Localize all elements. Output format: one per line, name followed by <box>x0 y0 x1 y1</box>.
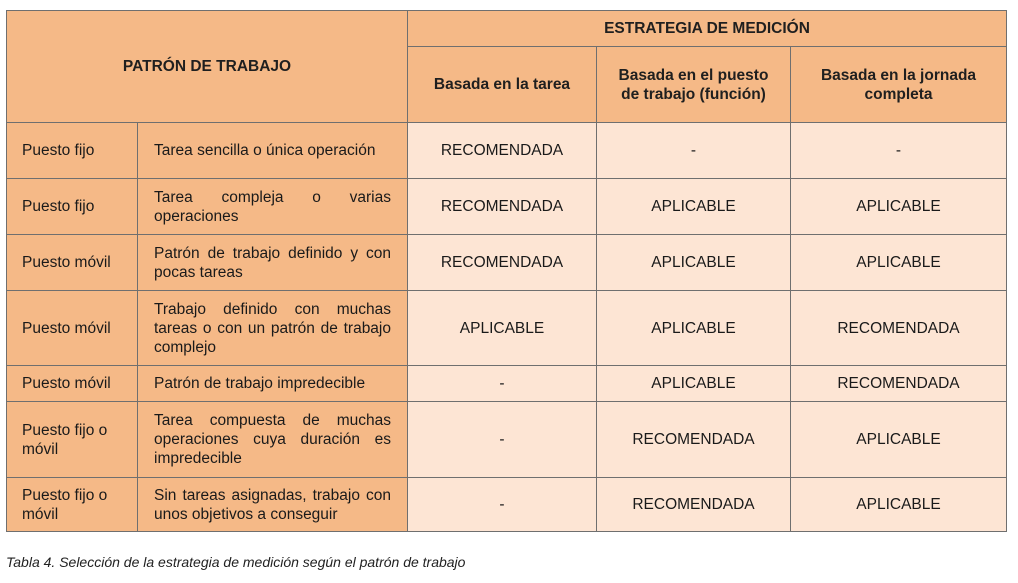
cell-task: - <box>408 366 597 402</box>
row-description: Tarea compuesta de muchas operaciones cuya duración es impredecible <box>138 402 408 478</box>
cell-job: APLICABLE <box>597 366 791 402</box>
table-row <box>7 478 1007 532</box>
table-row <box>7 402 1007 478</box>
row-position: Puesto fijo o móvil <box>7 402 138 478</box>
row-description: Trabajo definido con muchas tareas o con un patrón de trabajo complejo <box>138 291 408 366</box>
row-description: Patrón de trabajo definido y con pocas tareas <box>138 235 408 291</box>
cell-task: - <box>408 478 597 532</box>
header-col-job: Basada en el puesto de trabajo (función) <box>597 47 791 123</box>
row-description: Tarea sencilla o única operación <box>138 123 408 179</box>
cell-fullday: - <box>791 123 1007 179</box>
row-position: Puesto fijo <box>7 179 138 235</box>
row-description: Sin tareas asignadas, trabajo con unos objetivos a conseguir <box>138 478 408 532</box>
header-col-fullday: Basada en la jornada completa <box>791 47 1007 123</box>
cell-fullday: RECOMENDADA <box>791 366 1007 402</box>
table-row <box>7 235 1007 291</box>
table-row <box>7 366 1007 402</box>
cell-task: RECOMENDADA <box>408 123 597 179</box>
cell-fullday: RECOMENDADA <box>791 291 1007 366</box>
cell-job: APLICABLE <box>597 235 791 291</box>
row-position: Puesto móvil <box>7 235 138 291</box>
row-position: Puesto fijo o móvil <box>7 478 138 532</box>
cell-job: RECOMENDADA <box>597 478 791 532</box>
cell-fullday: APLICABLE <box>791 478 1007 532</box>
cell-task: APLICABLE <box>408 291 597 366</box>
header-pattern: PATRÓN DE TRABAJO <box>7 11 408 123</box>
cell-task: RECOMENDADA <box>408 235 597 291</box>
table-caption: Tabla 4. Selección de la estrategia de medición según el patrón de trabajo <box>6 554 466 570</box>
cell-fullday: APLICABLE <box>791 235 1007 291</box>
cell-job: RECOMENDADA <box>597 402 791 478</box>
cell-job: - <box>597 123 791 179</box>
cell-task: - <box>408 402 597 478</box>
header-strategy: ESTRATEGIA DE MEDICIÓN <box>408 11 1007 47</box>
cell-job: APLICABLE <box>597 291 791 366</box>
row-description: Tarea compleja o varias operaciones <box>138 179 408 235</box>
table-row <box>7 291 1007 366</box>
measurement-strategy-table <box>6 10 1007 532</box>
row-position: Puesto móvil <box>7 291 138 366</box>
table-row <box>7 179 1007 235</box>
header-col-task: Basada en la tarea <box>408 47 597 123</box>
cell-fullday: APLICABLE <box>791 402 1007 478</box>
cell-job: APLICABLE <box>597 179 791 235</box>
table-row <box>7 123 1007 179</box>
row-description: Patrón de trabajo impredecible <box>138 366 408 402</box>
row-position: Puesto fijo <box>7 123 138 179</box>
cell-task: RECOMENDADA <box>408 179 597 235</box>
header-row-top <box>7 11 1007 47</box>
row-position: Puesto móvil <box>7 366 138 402</box>
cell-fullday: APLICABLE <box>791 179 1007 235</box>
